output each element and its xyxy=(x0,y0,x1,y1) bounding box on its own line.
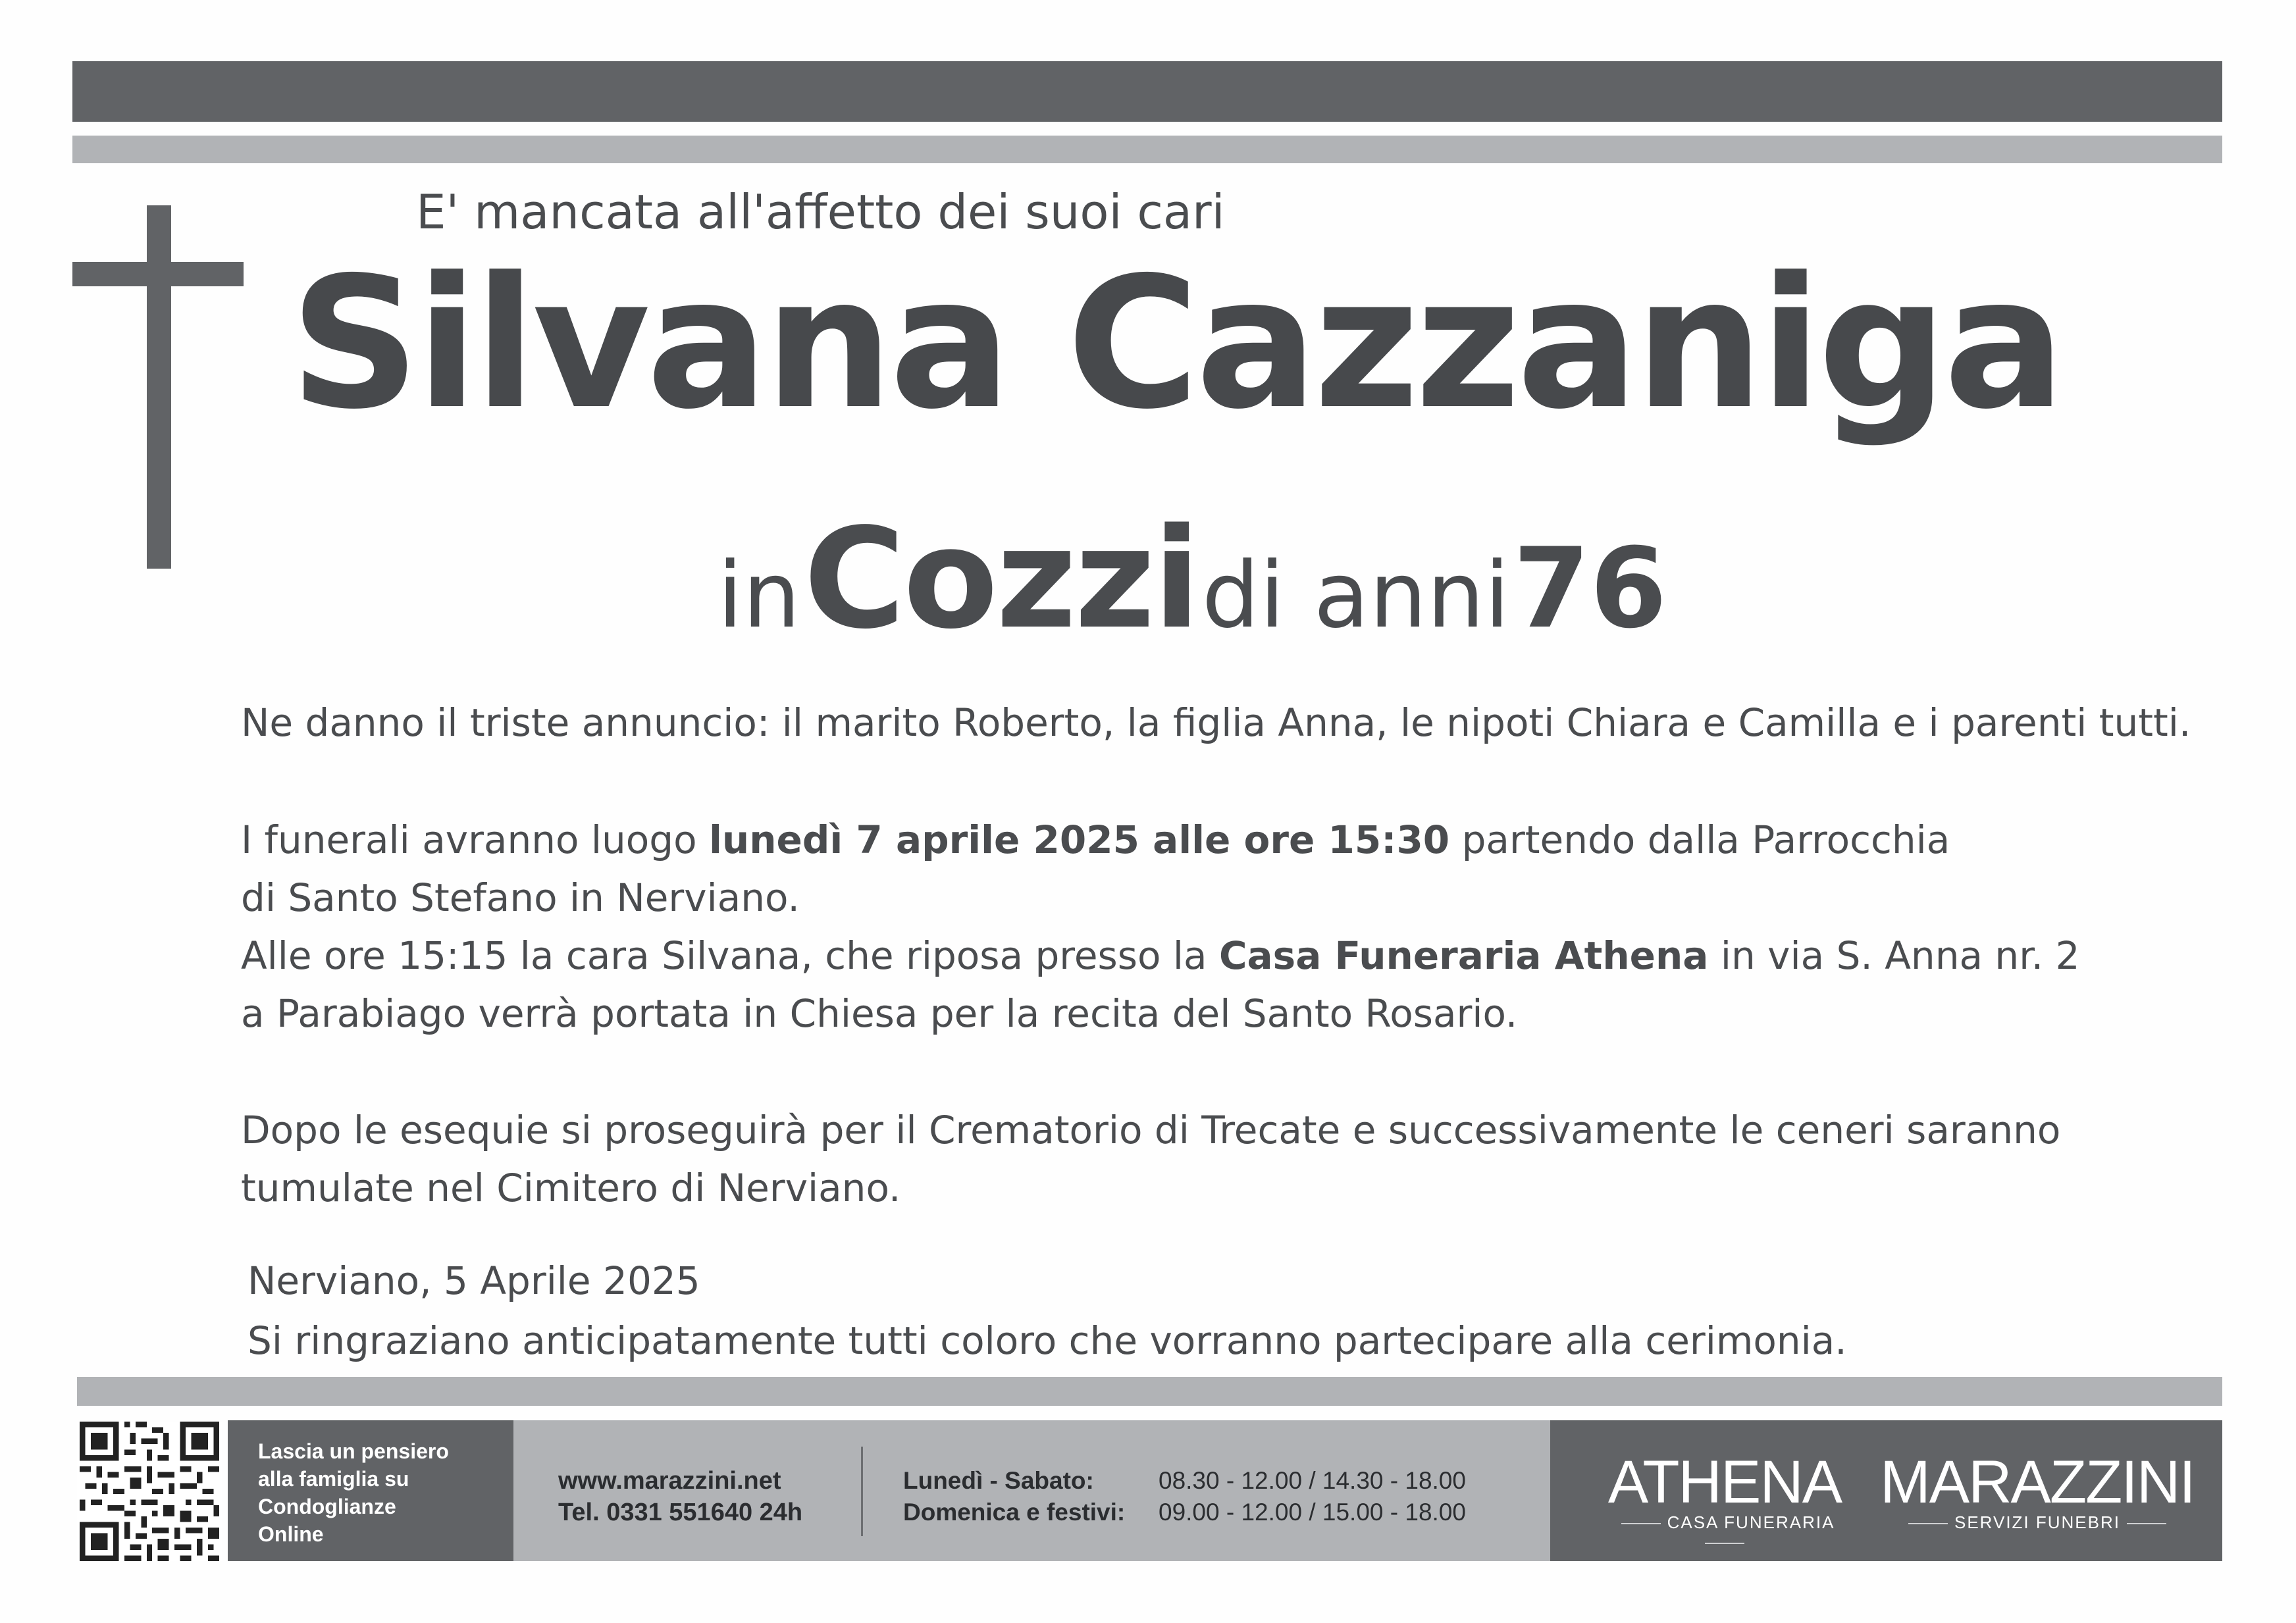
marazzini-name: MARAZZINI xyxy=(1880,1449,2195,1516)
age-prefix: di anni xyxy=(1201,542,1510,648)
phone-number: Tel. 0331 551640 24h xyxy=(558,1499,803,1526)
after-line-2: tumulate nel Cimitero di Nerviano. xyxy=(241,1166,901,1210)
funeral-line-1-pre: I funerali avranno luogo xyxy=(241,817,710,862)
after-line-1: Dopo le esequie si proseguirà per il Crematorio di Trecate e successivamente le ceneri saranno xyxy=(241,1108,2061,1152)
married-surname: Cozzi xyxy=(803,498,1199,659)
contact-divider xyxy=(861,1447,863,1536)
funeral-line-3 xyxy=(241,927,2242,985)
intro-text: E' mancata all'affetto dei suoi cari xyxy=(416,184,1225,240)
funeral-date-time: lunedì 7 aprile 2025 alle ore 15:30 xyxy=(709,817,1450,862)
married-name-age-line xyxy=(718,498,1667,659)
funeral-line-3-post: in via S. Anna nr. 2 xyxy=(1708,933,2080,978)
qr-code-icon[interactable] xyxy=(77,1422,222,1561)
weekday-label: Lunedì - Sabato: xyxy=(903,1467,1094,1494)
athena-name: ATHENA xyxy=(1607,1449,1842,1516)
brand-panel xyxy=(1550,1420,2222,1561)
athena-logo xyxy=(1590,1449,1860,1552)
header-bar-dark xyxy=(72,61,2222,122)
deceased-name: Silvana Cazzaniga xyxy=(290,238,2062,449)
hours-holiday xyxy=(903,1497,1466,1528)
opening-hours xyxy=(903,1465,1466,1528)
funeral-line-1-post: partendo dalla Parrocchia xyxy=(1449,817,1950,862)
athena-subtitle: CASA FUNERARIA xyxy=(1590,1512,1860,1552)
cross-horizontal xyxy=(72,262,244,286)
website-link[interactable]: www.marazzini.net xyxy=(558,1467,781,1495)
marazzini-subtitle: SERVIZI FUNEBRI xyxy=(1879,1512,2195,1532)
footer-bar-light xyxy=(77,1377,2222,1406)
in-word: in xyxy=(718,542,800,648)
contact-panel xyxy=(513,1420,1550,1561)
condolence-text: Lascia un pensiero alla famiglia su Condoglianze Online xyxy=(258,1439,449,1546)
contact-block xyxy=(558,1465,802,1528)
place-date: Nerviano, 5 Aprile 2025 xyxy=(248,1258,700,1303)
holiday-label: Domenica e festivi: xyxy=(903,1499,1126,1526)
header-bar-light xyxy=(72,136,2222,163)
holiday-hours: 09.00 - 12.00 / 15.00 - 18.00 xyxy=(1159,1499,1466,1526)
cross-vertical xyxy=(147,205,171,569)
after-service xyxy=(241,1101,2242,1217)
funeral-home-name: Casa Funeraria Athena xyxy=(1218,933,1709,978)
weekday-hours: 08.30 - 12.00 / 14.30 - 18.00 xyxy=(1159,1467,1466,1494)
announcement: Ne danno il triste annuncio: il marito Roberto, la figlia Anna, le nipoti Chiara e Camilla e i parenti tutti. xyxy=(241,700,2191,745)
age-value: 76 xyxy=(1513,524,1667,653)
funeral-line-2: di Santo Stefano in Nerviano. xyxy=(241,875,800,920)
thanks: Si ringraziano anticipatamente tutti coloro che vorranno partecipare alla cerimonia. xyxy=(248,1318,1847,1363)
funeral-line-4: a Parabiago verrà portata in Chiesa per la recita del Santo Rosario. xyxy=(241,991,1518,1036)
funeral-line-1 xyxy=(241,811,2242,869)
funeral-details xyxy=(241,811,2242,1043)
hours-weekday xyxy=(903,1465,1466,1497)
marazzini-logo xyxy=(1879,1449,2195,1532)
funeral-line-3-pre: Alle ore 15:15 la cara Silvana, che riposa presso la xyxy=(241,933,1219,978)
condolence-panel[interactable] xyxy=(228,1420,513,1561)
